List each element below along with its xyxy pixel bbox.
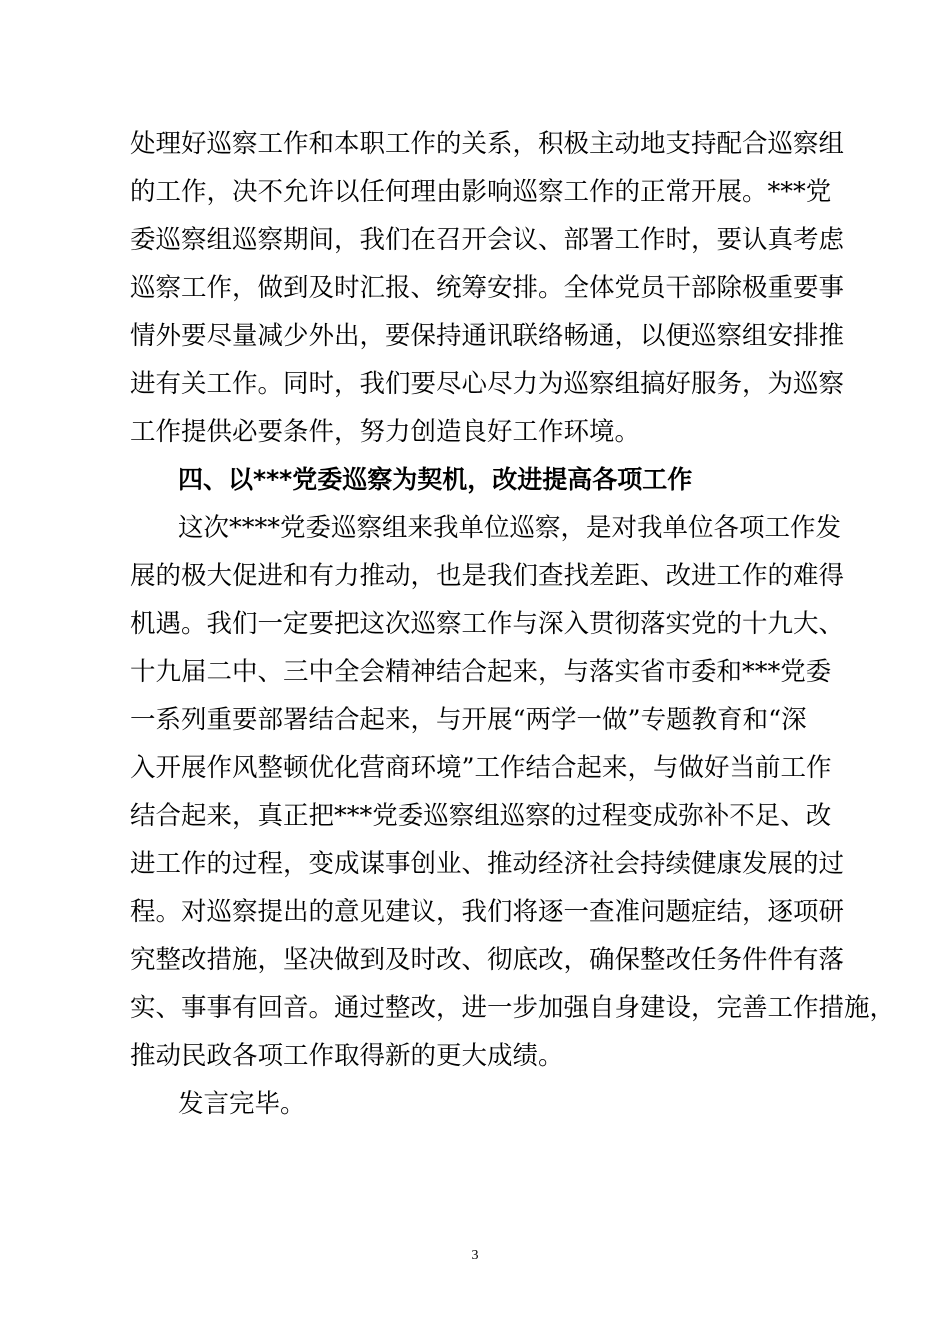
paragraph-line: 委巡察组巡察期间，我们在召开会议、部署工作时，要认真考虑 bbox=[130, 225, 845, 255]
paragraph-line: 展的极大促进和有力推动，也是我们查找差距、改进工作的难得 bbox=[130, 561, 845, 591]
closing-statement: 发言完毕。 bbox=[178, 1089, 306, 1119]
page-number: 3 bbox=[471, 1248, 479, 1263]
paragraph-line: 的工作，决不允许以任何理由影响巡察工作的正常开展。***党 bbox=[130, 177, 832, 207]
paragraph-line: 工作提供必要条件，努力创造良好工作环境。 bbox=[130, 417, 641, 447]
paragraph-line: 巡察工作，做到及时汇报、统筹安排。全体党员干部除极重要事 bbox=[130, 273, 845, 303]
paragraph-line: 进有关工作。同时，我们要尽心尽力为巡察组搞好服务，为巡察 bbox=[130, 369, 845, 399]
section-heading: 四、以***党委巡察为契机，改进提高各项工作 bbox=[178, 465, 693, 494]
paragraph-line: 一系列重要部署结合起来，与开展“两学一做”专题教育和“深 bbox=[130, 705, 807, 735]
paragraph-line: 实、事事有回音。通过整改，进一步加强自身建设，完善工作措施， bbox=[130, 993, 896, 1023]
paragraph-line: 机遇。我们一定要把这次巡察工作与深入贯彻落实党的十九大、 bbox=[130, 609, 845, 639]
paragraph-line: 结合起来，真正把***党委巡察组巡察的过程变成弥补不足、改 bbox=[130, 801, 832, 831]
paragraph-line: 十九届二中、三中全会精神结合起来，与落实省市委和***党委 bbox=[130, 657, 832, 687]
paragraph-line: 情外要尽量减少外出，要保持通讯联络畅通，以便巡察组安排推 bbox=[130, 321, 845, 351]
paragraph-line: 程。对巡察提出的意见建议，我们将逐一查准问题症结，逐项研 bbox=[130, 897, 845, 927]
paragraph-line: 处理好巡察工作和本职工作的关系，积极主动地支持配合巡察组 bbox=[130, 129, 845, 159]
paragraph-line: 入开展作风整顿优化营商环境”工作结合起来，与做好当前工作 bbox=[130, 753, 832, 783]
paragraph-line: 进工作的过程，变成谋事创业、推动经济社会持续健康发展的过 bbox=[130, 849, 845, 879]
paragraph-line: 究整改措施，坚决做到及时改、彻底改，确保整改任务件件有落 bbox=[130, 945, 845, 975]
paragraph-line: 推动民政各项工作取得新的更大成绩。 bbox=[130, 1041, 564, 1071]
paragraph-line: 这次****党委巡察组来我单位巡察，是对我单位各项工作发 bbox=[178, 513, 842, 543]
